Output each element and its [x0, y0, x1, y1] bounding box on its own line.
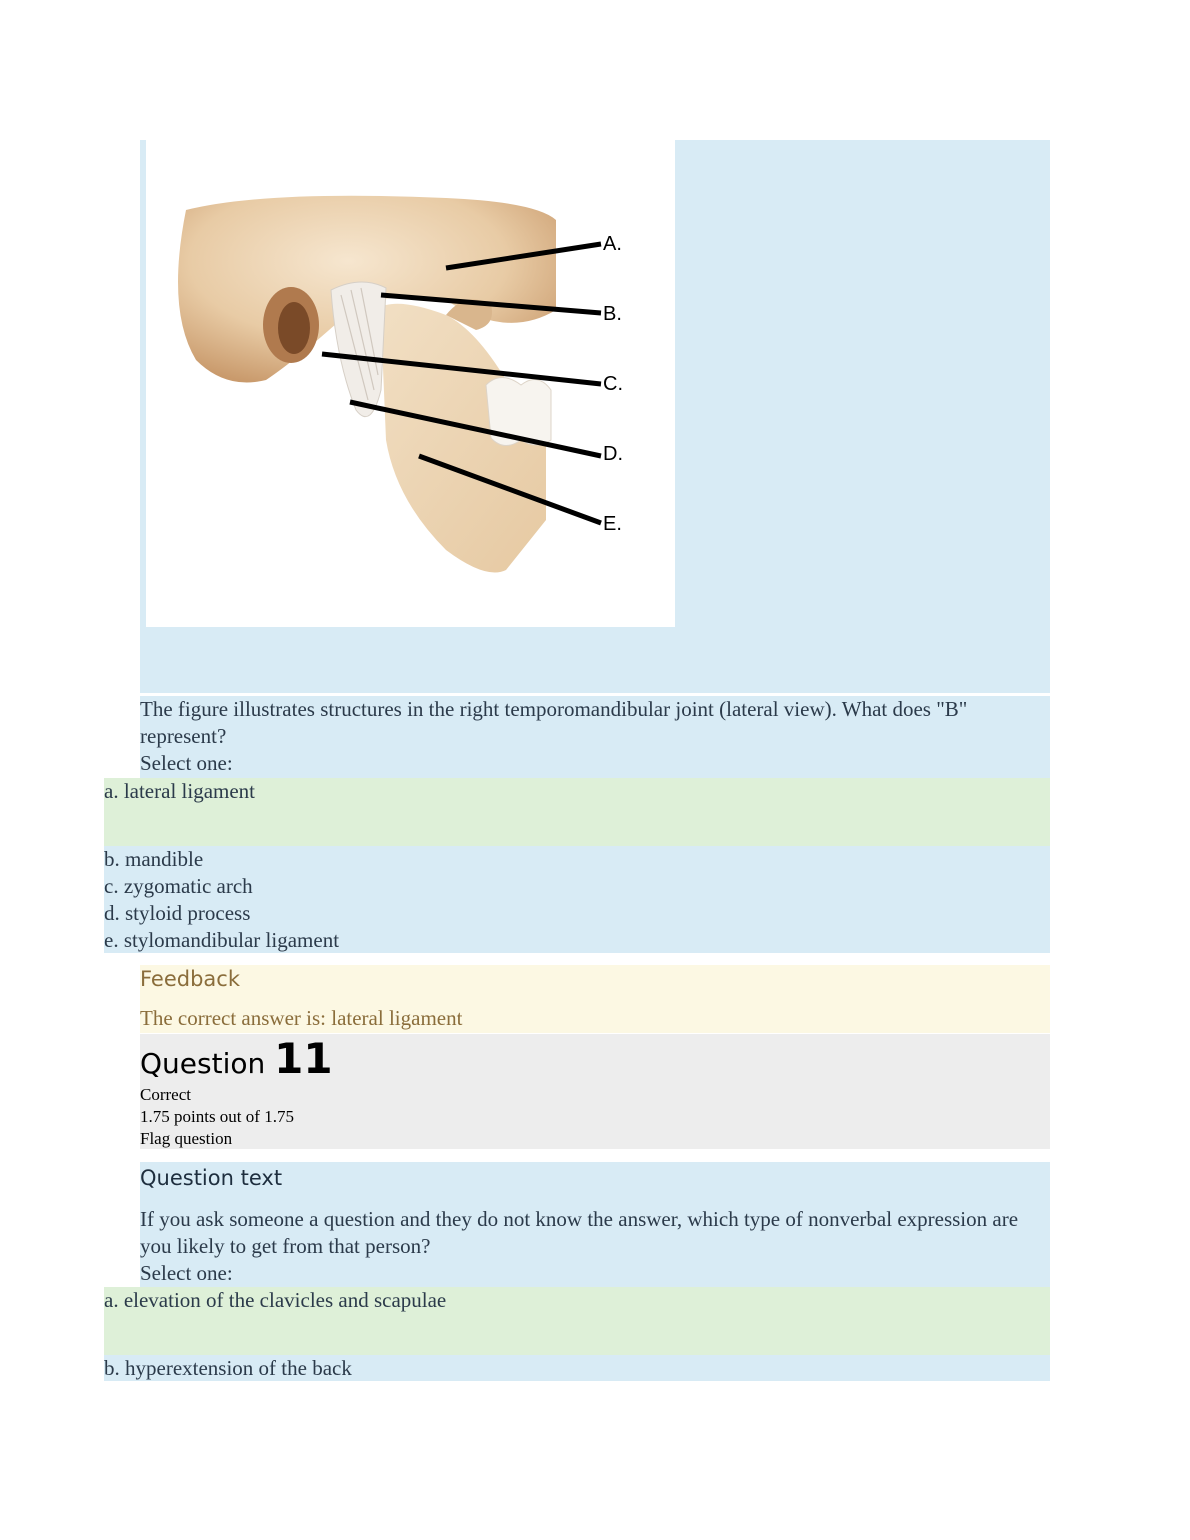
- figure-label-c: C.: [603, 373, 623, 395]
- q11-option-a-label[interactable]: a. elevation of the clavicles and scapulae: [104, 1288, 447, 1312]
- q11-option-b-label[interactable]: b. hyperextension of the back: [104, 1356, 352, 1380]
- figure-label-e: E.: [603, 513, 622, 535]
- question-number: 11: [274, 1034, 333, 1083]
- option-e-label[interactable]: e. stylomandibular ligament: [104, 928, 340, 952]
- answer-option-selected-2[interactable]: [104, 1287, 1050, 1355]
- answer-options-list-2: [104, 1355, 1050, 1381]
- figure-label-d: D.: [603, 443, 623, 465]
- question-heading-word: Question: [140, 1047, 266, 1080]
- question-10-text: The figure illustrates structures in the right temporomandibular joint (lateral view). What does "B" represent?: [140, 697, 968, 748]
- question-status: Correct: [140, 1085, 191, 1104]
- question-10-figure-area: [140, 140, 1050, 693]
- option-b-label[interactable]: b. mandible: [104, 847, 204, 871]
- tmj-illustration: [146, 140, 675, 627]
- question-11-text: If you ask someone a question and they do not know the answer, which type of nonverbal expression are you likely to get from that person?: [140, 1207, 1019, 1258]
- question-11-heading: [140, 1034, 1050, 1084]
- question-11-info: [140, 1034, 1050, 1149]
- tmj-figure: [146, 140, 675, 627]
- feedback-panel: [140, 965, 1050, 1033]
- answer-options-list: [104, 846, 1050, 953]
- question-11-text-block: [140, 1162, 1050, 1287]
- feedback-answer: The correct answer is: lateral ligament: [140, 1006, 463, 1030]
- option-c-label[interactable]: c. zygomatic arch: [104, 874, 253, 898]
- option-a-label[interactable]: a. lateral ligament: [104, 779, 256, 803]
- question-points: 1.75 points out of 1.75: [140, 1107, 294, 1126]
- option-d-label[interactable]: d. styloid process: [104, 901, 251, 925]
- select-one-prompt-2: Select one:: [140, 1261, 233, 1285]
- feedback-title: Feedback: [140, 967, 241, 991]
- select-one-prompt: Select one:: [140, 751, 233, 775]
- figure-label-b: B.: [603, 303, 622, 325]
- question-10-text-block: [140, 696, 1050, 778]
- flag-question-link[interactable]: Flag question: [140, 1129, 233, 1148]
- ear-canal-inner: [278, 302, 310, 354]
- lateral-ligament-shape: [331, 282, 386, 417]
- answer-option-selected[interactable]: [104, 778, 1050, 846]
- question-text-title: Question text: [140, 1166, 283, 1190]
- figure-label-a: A.: [603, 233, 622, 255]
